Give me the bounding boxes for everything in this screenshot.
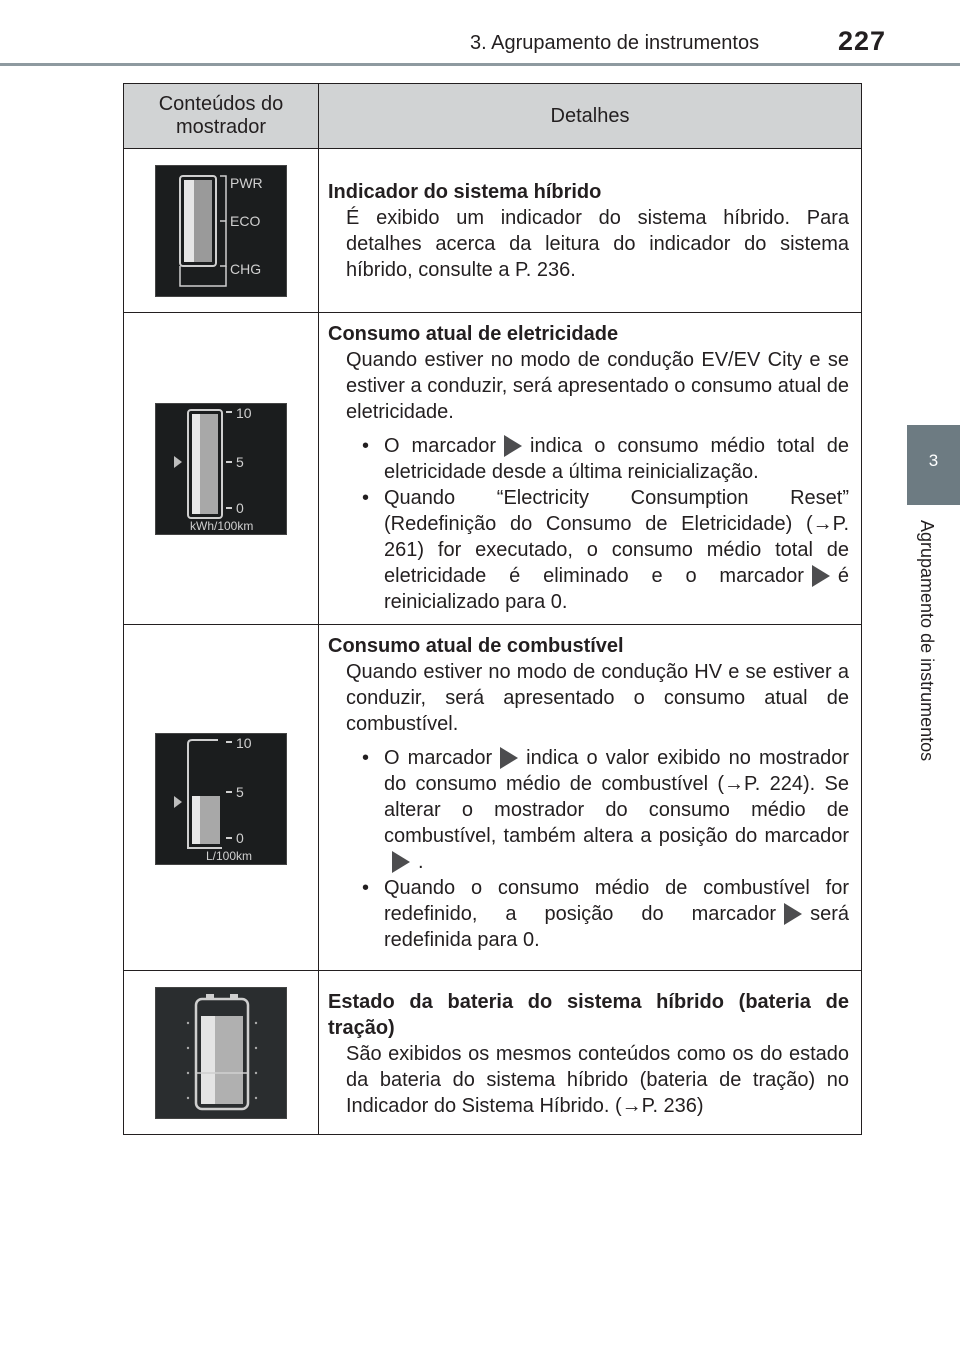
- page-number: 227: [838, 26, 887, 56]
- bullet-text-before: Quando “Electricity Consumption Reset” (Redefinição do Consumo de Eletricidade) (→P. 261) for executado, o consumo médio total de eletricidade é eliminado e o marcador: [384, 487, 849, 587]
- bullet-text-after: é reinicializado para 0.: [384, 565, 849, 613]
- tick-10: 10: [236, 735, 252, 751]
- tick-0: 0: [236, 830, 244, 846]
- unit-label: kWh/100km: [190, 519, 254, 533]
- details-cell: [319, 971, 862, 1135]
- column-header-details: Detalhes: [319, 84, 862, 149]
- marker-icon: [500, 747, 518, 769]
- marker-icon: [784, 903, 802, 925]
- table-header-row: [124, 84, 862, 149]
- display-contents-table: [123, 83, 862, 1135]
- bullet-text-after: indica o valor exibido no mostrador do consumo médio de combustível (→P. 224). Se alterar o mostrador do consumo médio de combustível, também altera a posição do marcador: [384, 747, 849, 847]
- table-row: [124, 149, 862, 313]
- bullet-text-before: Quando o consumo médio de combustível for redefinido, a posição do marcador: [384, 877, 849, 925]
- row-body: Quando estiver no modo de condução HV e se estiver a conduzir, será apresentado o consumo atual de combustível.: [346, 661, 849, 735]
- tick-5: 5: [236, 784, 244, 800]
- unit-label: L/100km: [206, 849, 253, 863]
- tick-5: 5: [236, 454, 244, 470]
- table-row: [124, 625, 862, 971]
- chg-label: CHG: [230, 261, 262, 277]
- details-cell: [319, 625, 862, 971]
- row-title: Estado da bateria do sistema híbrido (bateria de tração): [328, 991, 849, 1039]
- row-title: Consumo atual de eletricidade: [328, 323, 619, 345]
- bullet-text-after: indica o consumo médio total de eletricidade desde a última reinicialização.: [384, 435, 849, 483]
- pwr-label: PWR: [230, 175, 263, 191]
- chapter-label: Agrupamento de instrumentos: [917, 520, 937, 762]
- list-item: • O marcador indica o consumo médio total de eletricidade desde a última reinicialização.: [362, 435, 849, 483]
- eco-label: ECO: [230, 213, 261, 229]
- list-item: • Quando “Electricity Consumption Reset” (Redefinição do Consumo de Eletricidade) (→P. 261) for executado, o consumo médio total de eletricidade é eliminado e o marcador é reinicializado para 0.: [362, 487, 849, 613]
- fuel-gauge-image: [155, 733, 287, 865]
- chapter-tab: [907, 425, 960, 505]
- bullet-text-after: será redefinida para 0.: [384, 903, 849, 951]
- display-image-cell: [124, 971, 319, 1135]
- marker-icon: [392, 851, 410, 873]
- bullet-list: [362, 433, 849, 615]
- bullet-text-tail: .: [418, 851, 424, 873]
- section-title: 3. Agrupamento de instrumentos: [470, 32, 760, 54]
- bullet-text-before: O marcador: [384, 747, 493, 769]
- bullet-list: [362, 745, 849, 953]
- page-header: [0, 0, 960, 64]
- column-header-display: Conteúdos do mostrador: [124, 84, 319, 149]
- details-cell: [319, 313, 862, 625]
- electricity-gauge-image: [155, 403, 287, 535]
- details-cell: [319, 149, 862, 313]
- display-image-cell: [124, 149, 319, 313]
- table-row: [124, 313, 862, 625]
- hybrid-indicator-image: [155, 165, 287, 297]
- row-title: Indicador do sistema híbrido: [328, 181, 602, 203]
- table-row: [124, 971, 862, 1135]
- bullet-text-before: O marcador: [384, 435, 497, 457]
- traction-battery-image: [155, 987, 287, 1119]
- marker-icon: [812, 565, 830, 587]
- display-image-cell: [124, 625, 319, 971]
- display-image-cell: [124, 313, 319, 625]
- list-item: • O marcador indica o valor exibido no mostrador do consumo médio de combustível (→P. 224). Se alterar o mostrador do consumo médio de combustível, também altera a posição do marcador.: [362, 747, 849, 873]
- row-body: Quando estiver no modo de condução EV/EV City e se estiver a conduzir, será apresentado o consumo atual de eletricidade.: [346, 349, 849, 423]
- row-body: É exibido um indicador do sistema híbrido. Para detalhes acerca da leitura do indicador do sistema híbrido, consulte a P. 236.: [346, 207, 849, 281]
- list-item: • Quando o consumo médio de combustível for redefinido, a posição do marcador será redefinida para 0.: [362, 877, 849, 951]
- marker-icon: [504, 435, 522, 457]
- row-body: São exibidos os mesmos conteúdos como os do estado da bateria do sistema híbrido (bateria de tração) no Indicador do Sistema Híbrido. (→P. 236): [346, 1043, 849, 1117]
- chapter-number: 3: [928, 451, 939, 470]
- header-rule: [0, 63, 960, 66]
- row-title: Consumo atual de combustível: [328, 635, 624, 657]
- tick-10: 10: [236, 405, 252, 421]
- tick-0: 0: [236, 500, 244, 516]
